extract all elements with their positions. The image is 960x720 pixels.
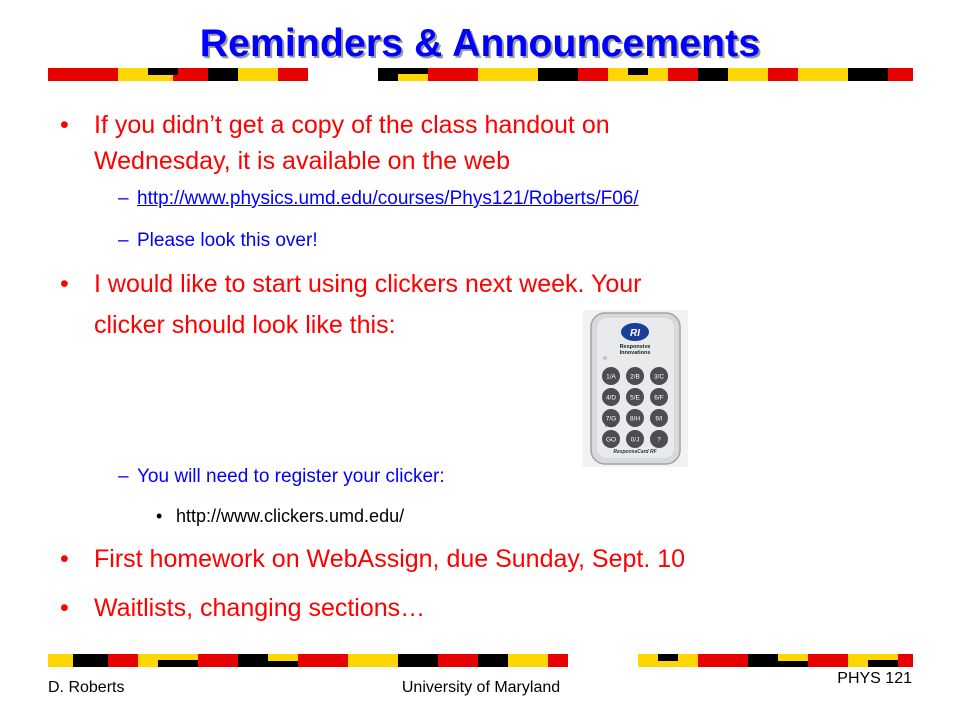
- bullet-marker: •: [60, 111, 69, 139]
- slide-title: Reminders & Announcements: [199, 22, 761, 65]
- bullet-3-line-1: First homework on WebAssign, due Sunday, Sept. 10: [94, 545, 686, 573]
- bullet-1-line-1: If you didn’t get a copy of the class handout on: [94, 111, 610, 139]
- clicker-key-label: 3/C: [653, 373, 665, 381]
- clicker-key-label: 2/B: [630, 373, 640, 381]
- clicker-brand-2: Innovations: [619, 350, 651, 356]
- clicker-key-label: 0/J: [630, 436, 640, 444]
- clicker-key-label: 6/F: [654, 394, 664, 402]
- footer-course: PHYS 121: [837, 670, 912, 687]
- clickers-url: http://www.clickers.umd.edu/: [176, 506, 405, 526]
- sub-dash: –: [118, 188, 129, 209]
- course-url-link[interactable]: http://www.physics.umd.edu/courses/Phys121/Roberts/F06/: [137, 188, 639, 209]
- sub-please-look: Please look this over!: [137, 230, 318, 251]
- footer-institution: University of Maryland: [401, 679, 561, 696]
- bullet-2-line-1: I would like to start using clickers next week. Your: [94, 270, 642, 298]
- bullet-marker: •: [60, 545, 69, 573]
- bullet-2-line-2: clicker should look like this:: [94, 311, 396, 339]
- clicker-brand-1: Responsive: [619, 344, 651, 350]
- clicker-logo: RI: [630, 328, 640, 339]
- top-flag-band: [48, 68, 913, 81]
- clicker-key-label: ?: [657, 436, 661, 444]
- bottom-flag-band: [48, 654, 913, 667]
- clicker-key-label: 7/G: [605, 415, 617, 423]
- clicker-key-label: GO: [605, 436, 617, 444]
- clicker-model-label: ResponseCard RF: [613, 449, 657, 455]
- bullet-marker: •: [60, 270, 69, 298]
- clicker-key-label: 5/E: [630, 394, 640, 402]
- clicker-key-label: 4/D: [605, 394, 617, 402]
- clicker-key-label: 8/H: [629, 415, 641, 423]
- clicker-image: [583, 310, 688, 467]
- bullet-1-line-2: Wednesday, it is available on the web: [94, 147, 510, 175]
- subsub-dot: •: [156, 506, 163, 526]
- sub-register-clicker: You will need to register your clicker:: [137, 466, 445, 487]
- clicker-key-label: 1/A: [606, 373, 616, 381]
- sub-dash: –: [118, 230, 129, 251]
- bullet-marker: •: [60, 594, 69, 622]
- footer-author: D. Roberts: [48, 679, 125, 696]
- clicker-login-label: Login: [605, 423, 617, 428]
- clicker-key-label: 9/I: [655, 415, 663, 423]
- bullet-4-line-1: Waitlists, changing sections…: [94, 594, 426, 622]
- sub-dash: –: [118, 466, 129, 487]
